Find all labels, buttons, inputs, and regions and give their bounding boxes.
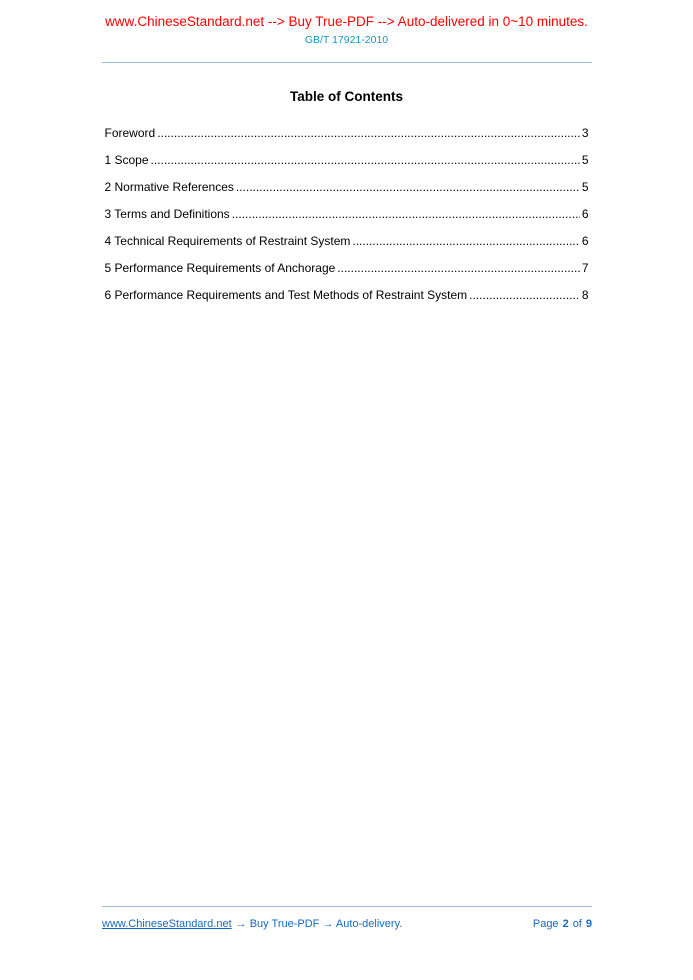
footer-tagline: → Buy True-PDF → Auto-delivery. (235, 918, 403, 930)
toc-page-number: 7 (581, 261, 589, 275)
toc-entry-label: 5 Performance Requirements of Anchorage (104, 261, 336, 275)
toc-entry-label: 6 Performance Requirements and Test Methods of Restraint System (104, 288, 468, 302)
table-of-contents (105, 127, 589, 301)
toc-page-number: 5 (581, 180, 589, 194)
toc-dot-leader (232, 208, 580, 220)
toc-page-number: 5 (581, 153, 589, 167)
toc-dot-leader (469, 289, 580, 301)
toc-dot-leader (352, 235, 579, 247)
page-current: 2 (562, 918, 569, 930)
toc-entry (105, 181, 589, 193)
toc-entry (105, 262, 589, 274)
toc-entry (105, 154, 589, 166)
toc-entry-label: 2 Normative References (104, 180, 234, 194)
toc-entry (105, 289, 589, 301)
standard-number: GB/T 17921-2010 (304, 34, 389, 46)
toc-page-number: 8 (581, 288, 589, 302)
page-title: Table of Contents (290, 89, 403, 104)
toc-page-number: 3 (581, 126, 589, 140)
page-label: Page (532, 918, 559, 930)
page-of-label: of (572, 918, 582, 930)
toc-page-number: 6 (581, 207, 589, 221)
page-total: 9 (585, 918, 592, 930)
footer-promo (102, 918, 402, 930)
toc-entry-label: 1 Scope (104, 153, 149, 167)
toc-entry-label: 3 Terms and Definitions (104, 207, 230, 221)
toc-dot-leader (236, 181, 580, 193)
page-indicator (533, 918, 592, 930)
header-divider (102, 62, 592, 63)
toc-entry (105, 127, 589, 139)
promo-banner-link[interactable]: www.ChineseStandard.net --> Buy True-PDF --> Auto-delivered in 0~10 minutes. (105, 14, 588, 29)
toc-entry-label: Foreword (104, 126, 156, 140)
toc-entry-label: 4 Technical Requirements of Restraint System (104, 234, 351, 248)
toc-dot-leader (337, 262, 580, 274)
toc-entry (105, 235, 589, 247)
toc-dot-leader (157, 127, 580, 139)
footer-website-link[interactable]: www.ChineseStandard.net (102, 918, 232, 930)
toc-page-number: 6 (581, 234, 589, 248)
toc-entry (105, 208, 589, 220)
page-footer (102, 906, 592, 930)
toc-dot-leader (151, 154, 580, 166)
